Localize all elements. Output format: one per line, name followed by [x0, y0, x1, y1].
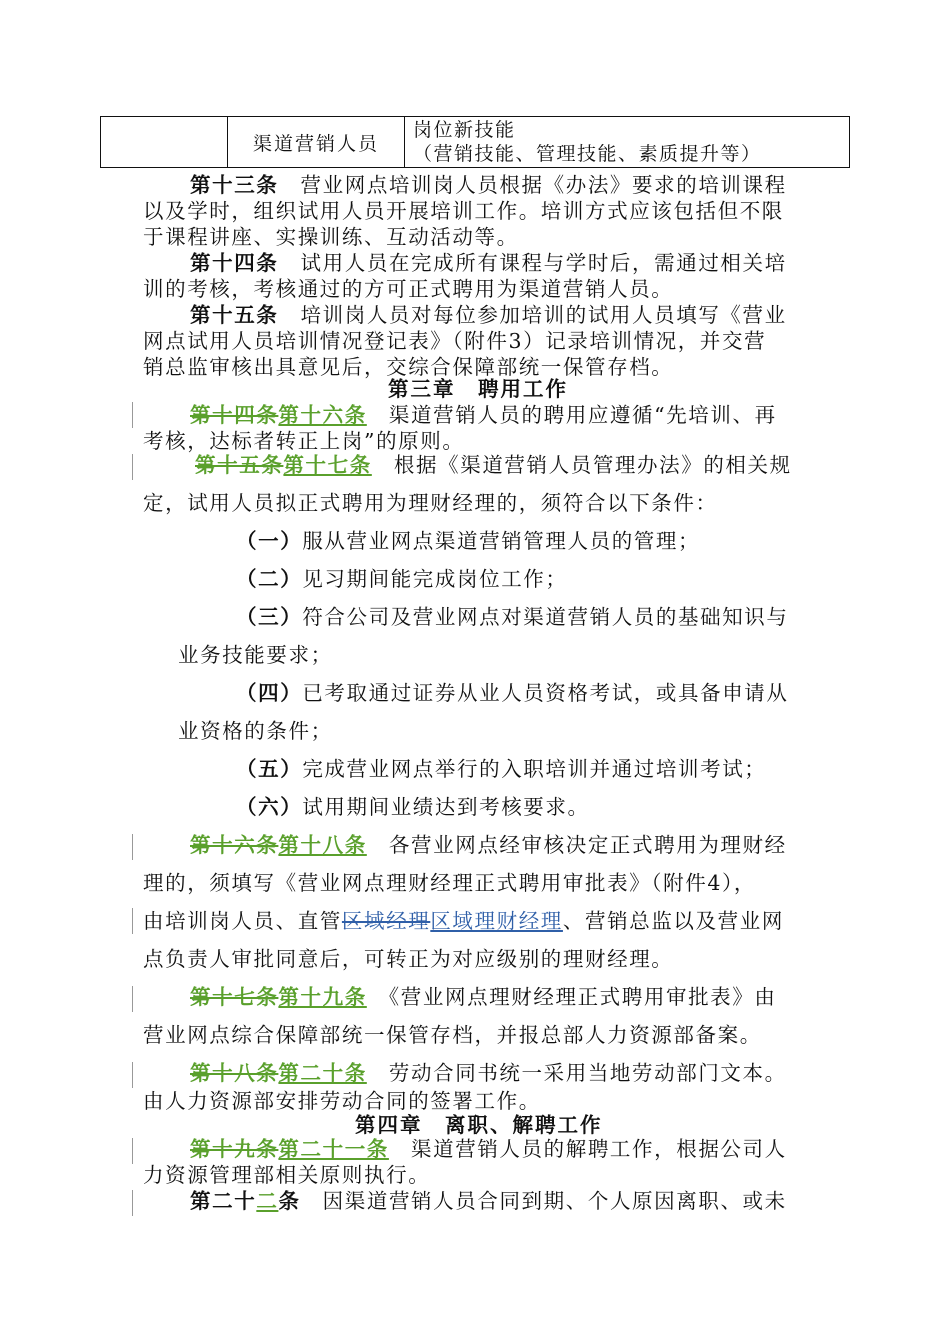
revision-bar	[132, 986, 133, 1012]
article-17-line-2: 定，试用人员拟正式聘用为理财经理的，须符合以下条件：	[143, 491, 718, 515]
item-text: 服从营业网点渠道营销管理人员的管理；	[302, 529, 701, 553]
revision-bar	[132, 1138, 133, 1164]
chapter-4-heading: 第四章 离职、解聘工作	[355, 1113, 603, 1137]
condition-item-4-cont: 业资格的条件；	[178, 719, 333, 743]
article-text: 《营业网点理财经理正式聘用审批表》由	[388, 985, 777, 1009]
article-18-line-4: 点负责人审批同意后，可转正为对应级别的理财经理。	[143, 947, 674, 971]
item-text: 符合公司及营业网点对渠道营销人员的基础知识与	[302, 605, 789, 629]
article-number-part: 第二十	[190, 1189, 257, 1213]
article-text: 因渠道营销人员合同到期、个人原因离职、或未	[322, 1189, 787, 1213]
item-number: （二）	[236, 567, 303, 591]
revision-bar	[132, 1190, 133, 1216]
condition-item-3	[236, 604, 789, 630]
condition-item-2	[236, 566, 568, 592]
condition-item-1	[236, 528, 700, 554]
article-13-line-2: 以及学时，组织试用人员开展培训工作。培训方式应该包括但不限	[143, 199, 784, 223]
revision-bar	[132, 908, 133, 934]
item-text: 见习期间能完成岗位工作；	[302, 567, 568, 591]
item-number: （三）	[236, 605, 303, 629]
table-row	[101, 117, 850, 168]
condition-item-5	[236, 756, 766, 782]
article-18-line-2: 理的，须填写《营业网点理财经理正式聘用审批表》（附件4），	[143, 871, 756, 895]
skills-line-2: （营销技能、管理技能、素质提升等）	[413, 143, 762, 165]
deleted-number: 第十四条	[190, 403, 279, 427]
item-text: 已考取通过证券从业人员资格考试，或具备申请从	[302, 681, 789, 705]
deleted-number: 第十六条	[190, 833, 279, 857]
article-13-line-1	[190, 172, 787, 198]
table-cell-empty	[101, 117, 228, 168]
revision-bar	[132, 834, 133, 860]
article-15-line-1	[190, 302, 787, 328]
deleted-number: 第十八条	[190, 1061, 279, 1085]
item-number: （五）	[236, 757, 303, 781]
item-number: （六）	[236, 795, 303, 819]
deleted-number: 第十七条	[190, 985, 279, 1009]
article-text: 试用人员在完成所有课程与学时后，需通过相关培	[300, 251, 787, 275]
article-number: 第十三条	[190, 173, 279, 197]
inserted-number: 第十八条	[278, 833, 367, 857]
article-number-part: 条	[278, 1189, 301, 1213]
inserted-number: 第十九条	[278, 985, 367, 1009]
table-cell-skills	[405, 117, 850, 168]
article-17-line-1	[195, 452, 792, 478]
article-21-line-2: 力资源管理部相关原则执行。	[143, 1163, 431, 1187]
condition-item-4	[236, 680, 789, 706]
article-15-line-3: 销总监审核出具意见后，交综合保障部统一保管存档。	[143, 355, 674, 379]
skills-line-1: 岗位新技能	[413, 119, 516, 141]
deleted-number: 第十五条	[195, 453, 284, 477]
revision-bar	[132, 402, 133, 428]
article-number: 第十五条	[190, 303, 279, 327]
article-22-line-1	[190, 1188, 787, 1214]
revision-bar	[132, 454, 133, 480]
chapter-3-heading: 第三章 聘用工作	[388, 377, 568, 401]
article-16-line-2: 考核，达标者转正上岗”的原则。	[143, 429, 465, 453]
article-text: 培训岗人员对每位参加培训的试用人员填写《营业	[300, 303, 787, 327]
article-20-line-2: 由人力资源部安排劳动合同的签署工作。	[143, 1089, 541, 1113]
article-15-line-2: 网点试用人员培训情况登记表》（附件3）记录培训情况，并交营	[143, 329, 767, 353]
article-text: 劳动合同书统一采用当地劳动部门文本。	[388, 1061, 787, 1085]
inserted-number: 第二十一条	[278, 1137, 389, 1161]
condition-item-6	[236, 794, 590, 820]
inserted-number: 第十六条	[278, 403, 367, 427]
article-19-line-2: 营业网点综合保障部统一保管存档，并报总部人力资源部备案。	[143, 1023, 762, 1047]
article-text: 渠道营销人员的聘用应遵循“先培训、再	[388, 403, 777, 427]
inserted-number: 第十七条	[283, 453, 372, 477]
article-19-line-1	[190, 984, 776, 1010]
table-cell-role: 渠道营销人员	[228, 117, 405, 168]
inserted-text: 区域理财经理	[430, 909, 563, 933]
article-text: 、营销总监以及营业网	[562, 909, 784, 933]
article-text: 各营业网点经审核决定正式聘用为理财经	[388, 833, 787, 857]
deleted-number: 第十九条	[190, 1137, 279, 1161]
article-21-line-1	[190, 1136, 787, 1162]
article-number: 第十四条	[190, 251, 279, 275]
article-13-line-3: 于课程讲座、实操训练、互动活动等。	[143, 225, 519, 249]
article-18-line-1	[190, 832, 787, 858]
inserted-number: 第二十条	[278, 1061, 367, 1085]
item-text: 试用期间业绩达到考核要求。	[302, 795, 590, 819]
item-text: 完成营业网点举行的入职培训并通过培训考试；	[302, 757, 767, 781]
training-table	[100, 116, 850, 168]
article-14-line-1	[190, 250, 787, 276]
item-number: （四）	[236, 681, 303, 705]
article-16-line-1	[190, 402, 777, 428]
article-text: 营业网点培训岗人员根据《办法》要求的培训课程	[300, 173, 787, 197]
condition-item-3-cont: 业务技能要求；	[178, 643, 333, 667]
item-number: （一）	[236, 529, 303, 553]
article-18-line-3	[143, 908, 784, 934]
deleted-text: 区域经理	[341, 909, 431, 933]
article-text: 由培训岗人员、直管	[143, 909, 342, 933]
article-text: 根据《渠道营销人员管理办法》的相关规	[393, 453, 792, 477]
article-number	[190, 1189, 301, 1213]
inserted-number: 二	[256, 1189, 279, 1213]
article-20-line-1	[190, 1060, 787, 1086]
article-text: 渠道营销人员的解聘工作，根据公司人	[411, 1137, 787, 1161]
revision-bar	[132, 1062, 133, 1088]
article-14-line-2: 训的考核，考核通过的方可正式聘用为渠道营销人员。	[143, 277, 674, 301]
